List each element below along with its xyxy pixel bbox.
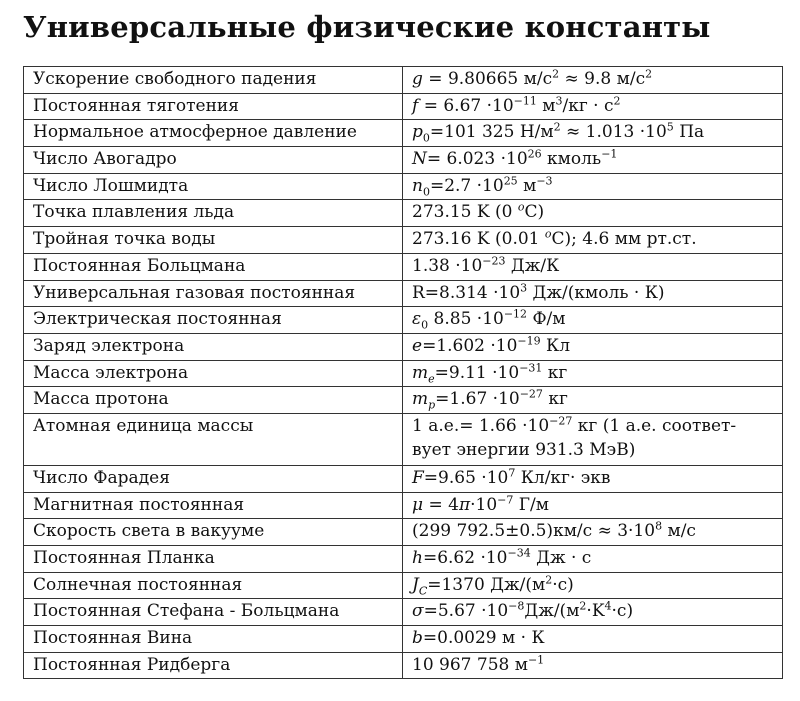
table-row xyxy=(24,67,783,94)
table-row xyxy=(24,546,783,573)
constant-name: Точка плавления льда xyxy=(24,200,403,227)
constant-name: Постоянная Планка xyxy=(24,546,403,573)
constant-name: Универсальная газовая постоянная xyxy=(24,280,403,307)
table-row xyxy=(24,200,783,227)
table-row xyxy=(24,387,783,414)
table-row xyxy=(24,333,783,360)
constant-value: $e=1.602 \cdot 10^{-19}$ Кл xyxy=(403,333,783,360)
constant-name: Атомная единица массы xyxy=(24,413,403,465)
constant-value: $F=9.65 \cdot 10^7$ Кл/кг· экв xyxy=(403,465,783,492)
constant-value: $\mu = 4\pi\cdot 10^{-7}$ Г/м xyxy=(403,492,783,519)
constant-name: Постоянная Ридберга xyxy=(24,652,403,679)
constant-value: $n_0=2.7 \cdot 10^{25}$ $м^{-3}$ xyxy=(403,173,783,200)
table-row xyxy=(24,626,783,653)
constant-name: Масса протона xyxy=(24,387,403,414)
table-row xyxy=(24,120,783,147)
constant-name: Число Фарадея xyxy=(24,465,403,492)
table-row xyxy=(24,227,783,254)
table-row xyxy=(24,147,783,174)
constant-value: $\varepsilon_0$ $8.85 \cdot 10^{-12}$ Ф/м xyxy=(403,307,783,334)
table-row xyxy=(24,253,783,280)
constant-value: $R=8.314 \cdot 10^3$ Дж/(кмоль · К) xyxy=(403,280,783,307)
constant-value: (299 $792.5\pm 0.5)км/с \approx 3\cdot 10^8$ м/с xyxy=(403,519,783,546)
constant-value: $m_p=1.67 \cdot 10^{-27}$ кг xyxy=(403,387,783,414)
constant-name: Постоянная Больцмана xyxy=(24,253,403,280)
constant-value: $N= 6.023 \cdot 10^{26}$ кмоль$^{-1}$ xyxy=(403,147,783,174)
constant-value: 1 $а.е.= 1.66 \cdot 10^{-27}$ кг (1 а.е. соответ- вует энергии 931.3 МэВ) xyxy=(403,413,783,465)
constant-name: Ускорение свободного падения xyxy=(24,67,403,94)
constant-name: Тройная точка воды xyxy=(24,227,403,254)
constant-name: Масса электрона xyxy=(24,360,403,387)
constant-value: $m_e=9.11 \cdot 10^{-31}$ кг xyxy=(403,360,783,387)
table-row xyxy=(24,652,783,679)
constant-name: Постоянная тяготения xyxy=(24,93,403,120)
constants-table xyxy=(23,66,783,679)
table-row xyxy=(24,492,783,519)
constant-value: g = 9.80665 $м/с^2 \approx 9.8$ $м/с^2$ xyxy=(403,67,783,94)
constant-name: Заряд электрона xyxy=(24,333,403,360)
table-row xyxy=(24,465,783,492)
table-row xyxy=(24,519,783,546)
table-row xyxy=(24,173,783,200)
constant-value: $1.38 \cdot 10^{-23}$ Дж/К xyxy=(403,253,783,280)
constant-name: Число Лошмидта xyxy=(24,173,403,200)
constant-name: Магнитная постоянная xyxy=(24,492,403,519)
table-row xyxy=(24,413,783,465)
table-row xyxy=(24,307,783,334)
constant-value: 273.16 K (0.01 $^o$C); 4.6 мм рт.ст. xyxy=(403,227,783,254)
table-row xyxy=(24,280,783,307)
constant-value: $h=6.62 \cdot 10^{-34}$ Дж · с xyxy=(403,546,783,573)
table-row xyxy=(24,572,783,599)
table-row xyxy=(24,599,783,626)
constant-name: Число Авогадро xyxy=(24,147,403,174)
table-row xyxy=(24,93,783,120)
constant-value: b=0.0029 м · К xyxy=(403,626,783,653)
constant-name: Нормальное атмосферное давление xyxy=(24,120,403,147)
constant-name: Постоянная Стефана - Больцмана xyxy=(24,599,403,626)
constant-value: 273.15 K (0 $^o$C) xyxy=(403,200,783,227)
constant-name: Скорость света в вакууме xyxy=(24,519,403,546)
page-title: Универсальные физические константы xyxy=(23,10,711,44)
constant-value: $p_0=101$ 325 $Н/м^2 \approx 1.013 \cdot 10^5$ Па xyxy=(403,120,783,147)
constant-name: Электрическая постоянная xyxy=(24,307,403,334)
constant-value: $f = 6.67 \cdot 10^{-11}$ $м^3/кг \cdot с^2$ xyxy=(403,93,783,120)
constant-name: Постоянная Вина xyxy=(24,626,403,653)
constant-value: $\sigma=5.67 \cdot 10^{-8}Дж/(м^2\cdot K^4\cdot с)$ xyxy=(403,599,783,626)
table-row xyxy=(24,360,783,387)
constant-value: 10 967 758 $м^{-1}$ xyxy=(403,652,783,679)
constant-value: $J_C=1370$ $Дж/(м^2\cdot с)$ xyxy=(403,572,783,599)
constant-name: Солнечная постоянная xyxy=(24,572,403,599)
